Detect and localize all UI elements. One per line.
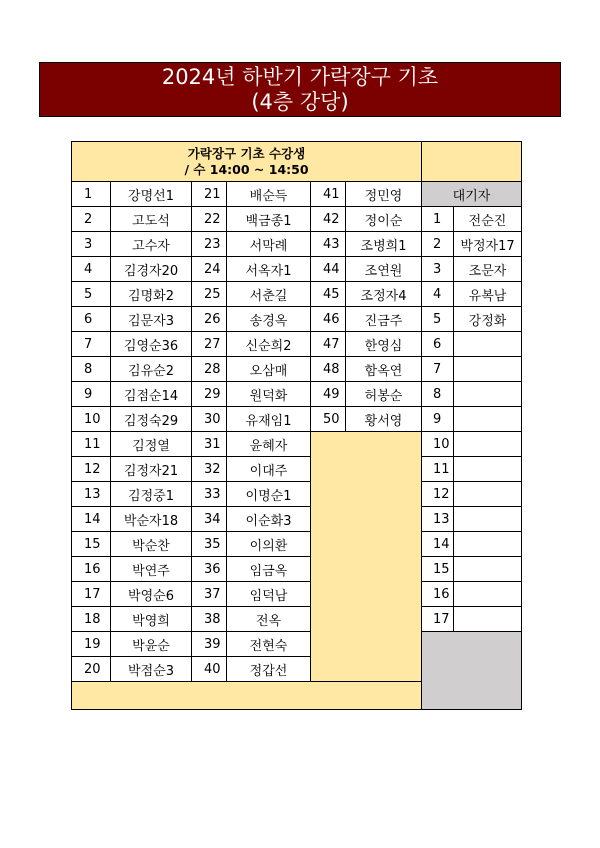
student-number: 24 xyxy=(192,257,227,282)
waitlist-name xyxy=(454,607,522,632)
table-row xyxy=(72,532,522,557)
student-name: 김명화2 xyxy=(111,282,192,307)
student-number: 11 xyxy=(72,432,111,457)
student-name: 송경옥 xyxy=(227,307,311,332)
student-number: 10 xyxy=(72,407,111,432)
student-number: 34 xyxy=(192,507,227,532)
waitlist-number: 16 xyxy=(422,582,454,607)
student-name: 유재임1 xyxy=(227,407,311,432)
waitlist-name xyxy=(454,432,522,457)
roster-table xyxy=(71,141,522,710)
student-number: 42 xyxy=(311,207,346,232)
student-number: 23 xyxy=(192,232,227,257)
student-name: 김정열 xyxy=(111,432,192,457)
table-row xyxy=(72,282,522,307)
waitlist-number: 17 xyxy=(422,607,454,632)
waitlist-name: 유복남 xyxy=(454,282,522,307)
student-name: 원덕화 xyxy=(227,382,311,407)
student-name: 김정숙29 xyxy=(111,407,192,432)
waitlist-number: 14 xyxy=(422,532,454,557)
table-row xyxy=(72,482,522,507)
page-title xyxy=(39,62,561,117)
waitlist-name xyxy=(454,582,522,607)
student-number: 4 xyxy=(72,257,111,282)
class-header-title: 가락장구 기초 수강생 xyxy=(187,145,306,161)
student-name: 김유순2 xyxy=(111,357,192,382)
student-number: 7 xyxy=(72,332,111,357)
roster-body xyxy=(72,142,522,710)
student-name: 한영심 xyxy=(346,332,422,357)
student-number: 27 xyxy=(192,332,227,357)
waitlist-name xyxy=(454,357,522,382)
student-name: 조연원 xyxy=(346,257,422,282)
waitlist-number: 12 xyxy=(422,482,454,507)
student-number: 16 xyxy=(72,557,111,582)
student-number: 20 xyxy=(72,657,111,682)
student-name: 전현숙 xyxy=(227,632,311,657)
table-row xyxy=(72,557,522,582)
title-line-1: 2024년 하반기 가락장구 기초 xyxy=(161,65,439,89)
student-name: 서막례 xyxy=(227,232,311,257)
student-name: 김정중1 xyxy=(111,482,192,507)
student-number: 48 xyxy=(311,357,346,382)
student-number: 39 xyxy=(192,632,227,657)
waitlist-number: 8 xyxy=(422,382,454,407)
student-name: 백금종1 xyxy=(227,207,311,232)
waitlist-name xyxy=(454,532,522,557)
waitlist-name: 전순진 xyxy=(454,207,522,232)
student-name: 임덕남 xyxy=(227,582,311,607)
student-name: 정민영 xyxy=(346,182,422,207)
waitlist-number: 4 xyxy=(422,282,454,307)
student-name: 고도석 xyxy=(111,207,192,232)
student-name: 이의환 xyxy=(227,532,311,557)
student-name: 배순득 xyxy=(227,182,311,207)
table-row xyxy=(72,357,522,382)
student-name: 김경자20 xyxy=(111,257,192,282)
waitlist-number: 7 xyxy=(422,357,454,382)
student-number: 1 xyxy=(72,182,111,207)
footer-blank xyxy=(72,682,422,710)
student-name: 서춘길 xyxy=(227,282,311,307)
student-number: 40 xyxy=(192,657,227,682)
student-name: 정이순 xyxy=(346,207,422,232)
student-name: 윤혜자 xyxy=(227,432,311,457)
table-row xyxy=(72,182,522,207)
table-row xyxy=(72,457,522,482)
table-row xyxy=(72,582,522,607)
student-name: 오삼매 xyxy=(227,357,311,382)
waitlist-name xyxy=(454,557,522,582)
waitlist-name xyxy=(454,507,522,532)
student-name: 박영희 xyxy=(111,607,192,632)
waitlist-blank-area xyxy=(422,632,522,710)
student-name: 정갑선 xyxy=(227,657,311,682)
student-number: 33 xyxy=(192,482,227,507)
table-row xyxy=(72,257,522,282)
waitlist-name: 박정자17 xyxy=(454,232,522,257)
student-name: 박순자18 xyxy=(111,507,192,532)
student-name: 박연주 xyxy=(111,557,192,582)
student-name: 강명선1 xyxy=(111,182,192,207)
table-row xyxy=(72,307,522,332)
table-row xyxy=(72,432,522,457)
student-name: 김영순36 xyxy=(111,332,192,357)
student-number: 5 xyxy=(72,282,111,307)
table-row xyxy=(72,507,522,532)
student-number: 15 xyxy=(72,532,111,557)
student-number: 38 xyxy=(192,607,227,632)
student-name: 김점순14 xyxy=(111,382,192,407)
waitlist-number: 13 xyxy=(422,507,454,532)
student-number: 44 xyxy=(311,257,346,282)
waitlist-number: 15 xyxy=(422,557,454,582)
student-number: 31 xyxy=(192,432,227,457)
student-name: 전옥 xyxy=(227,607,311,632)
table-row xyxy=(72,632,522,657)
student-name: 진금주 xyxy=(346,307,422,332)
student-number: 21 xyxy=(192,182,227,207)
student-number: 30 xyxy=(192,407,227,432)
table-row xyxy=(72,382,522,407)
student-name: 함옥연 xyxy=(346,357,422,382)
student-name: 박점순3 xyxy=(111,657,192,682)
class-header-time: / 수 14:00 ~ 14:50 xyxy=(184,161,309,177)
waitlist-number: 3 xyxy=(422,257,454,282)
waitlist-header: 대기자 xyxy=(422,182,522,207)
student-number: 28 xyxy=(192,357,227,382)
student-number: 17 xyxy=(72,582,111,607)
student-name: 허봉순 xyxy=(346,382,422,407)
waitlist-name: 조문자 xyxy=(454,257,522,282)
student-number: 45 xyxy=(311,282,346,307)
waitlist-number: 11 xyxy=(422,457,454,482)
class-header xyxy=(72,142,422,182)
student-number: 18 xyxy=(72,607,111,632)
waitlist-name xyxy=(454,407,522,432)
waitlist-number: 10 xyxy=(422,432,454,457)
waitlist-name: 강정화 xyxy=(454,307,522,332)
student-number: 2 xyxy=(72,207,111,232)
waitlist-name xyxy=(454,482,522,507)
student-number: 32 xyxy=(192,457,227,482)
waitlist-name xyxy=(454,332,522,357)
column3-blank-area xyxy=(311,432,422,682)
student-number: 6 xyxy=(72,307,111,332)
student-name: 이대주 xyxy=(227,457,311,482)
student-name: 박순찬 xyxy=(111,532,192,557)
student-name: 김정자21 xyxy=(111,457,192,482)
student-number: 19 xyxy=(72,632,111,657)
waitlist-number: 5 xyxy=(422,307,454,332)
student-number: 41 xyxy=(311,182,346,207)
title-line-2: (4층 강당) xyxy=(251,90,349,114)
table-row xyxy=(72,607,522,632)
table-row xyxy=(72,232,522,257)
student-name: 박윤순 xyxy=(111,632,192,657)
student-name: 서옥자1 xyxy=(227,257,311,282)
student-number: 25 xyxy=(192,282,227,307)
student-name: 이순화3 xyxy=(227,507,311,532)
student-name: 고수자 xyxy=(111,232,192,257)
waitlist-name xyxy=(454,457,522,482)
student-number: 46 xyxy=(311,307,346,332)
student-number: 3 xyxy=(72,232,111,257)
student-number: 8 xyxy=(72,357,111,382)
student-number: 22 xyxy=(192,207,227,232)
student-number: 36 xyxy=(192,557,227,582)
waitlist-number: 6 xyxy=(422,332,454,357)
waitlist-top-blank xyxy=(422,142,522,182)
student-number: 14 xyxy=(72,507,111,532)
student-number: 43 xyxy=(311,232,346,257)
student-number: 47 xyxy=(311,332,346,357)
student-name: 이명순1 xyxy=(227,482,311,507)
student-number: 50 xyxy=(311,407,346,432)
student-number: 29 xyxy=(192,382,227,407)
student-number: 37 xyxy=(192,582,227,607)
student-name: 김문자3 xyxy=(111,307,192,332)
table-row xyxy=(72,407,522,432)
waitlist-name xyxy=(454,382,522,407)
student-name: 임금옥 xyxy=(227,557,311,582)
waitlist-number: 2 xyxy=(422,232,454,257)
student-number: 9 xyxy=(72,382,111,407)
student-number: 13 xyxy=(72,482,111,507)
student-name: 박영순6 xyxy=(111,582,192,607)
student-name: 조병희1 xyxy=(346,232,422,257)
student-name: 신순희2 xyxy=(227,332,311,357)
table-row xyxy=(72,207,522,232)
student-number: 26 xyxy=(192,307,227,332)
waitlist-number: 9 xyxy=(422,407,454,432)
student-name: 조정자4 xyxy=(346,282,422,307)
student-number: 49 xyxy=(311,382,346,407)
student-name: 황서영 xyxy=(346,407,422,432)
waitlist-number: 1 xyxy=(422,207,454,232)
student-number: 35 xyxy=(192,532,227,557)
student-number: 12 xyxy=(72,457,111,482)
table-row xyxy=(72,332,522,357)
